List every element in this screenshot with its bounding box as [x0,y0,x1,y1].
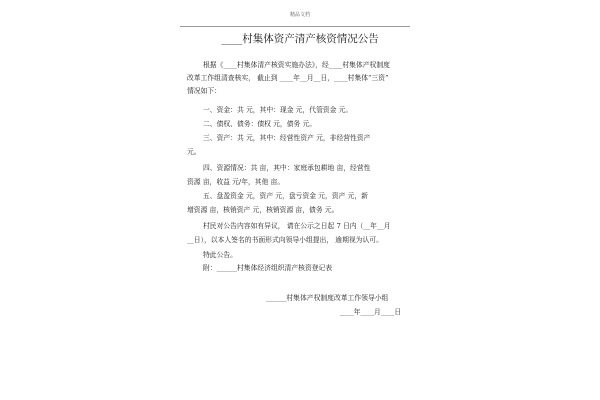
header-rule [180,26,410,27]
page-title [0,31,600,46]
item-assets-line-1: 三、资产：共 元，其中：经营性资产 元，非经营性资产 [203,134,371,142]
item-inventory-line-2: 增资源 亩，核销资产 元，核销资源 亩，债务 元。 [187,206,339,214]
paragraph-intro-line-1: 根据《____村集体清产核资实施办法》，经____村集体产权制度 [203,61,390,69]
item-assets-line-2: 元。 [187,148,201,156]
signature-org-name: 村集体产权制度改革工作领导小组 [286,294,389,302]
signature-org-blank: ______ [266,294,287,302]
closing-text: 特此公告。 [203,251,237,259]
attachment-note: 附：______村集体经济组织清产核资登记表 [203,264,333,272]
notice-line-1: 村民对公告内容如有异议， 请在公示之日起 7 日内（__年__月 [203,222,391,230]
item-claims-debts: 二、债权、债务：债权 元，债务 元。 [203,120,317,128]
notice-line-2: __日），以本人签名的书面形式向领导小组提出， 逾期视为认可。 [187,236,383,244]
item-funds: 一、资金：共 元，其中：现金 元，代管资金 元。 [203,106,353,114]
signature-org [266,292,388,302]
page-header: 精品文档 [289,12,310,18]
item-resources-line-1: 四、资源情况：共 亩，其中：家庭承包耕地 亩，经营性 [203,164,371,172]
item-resources-line-2: 资源 亩，收益 元/年，其他 亩。 [187,178,285,186]
signature-date: ____年____月____日 [340,308,402,316]
paragraph-intro-line-2: 改革工作组清查核实， 截止到 ____年__月__日，____村集体“三资” [187,74,389,82]
title-text: 村集体资产清产核资情况公告 [242,33,379,45]
paragraph-intro-line-3: 情况如下： [187,87,221,95]
title-blank: ____ [221,33,243,45]
item-inventory-line-1: 五、盘盈资金 元，资产 元，盘亏资金 元，资产 元，新 [203,192,368,200]
